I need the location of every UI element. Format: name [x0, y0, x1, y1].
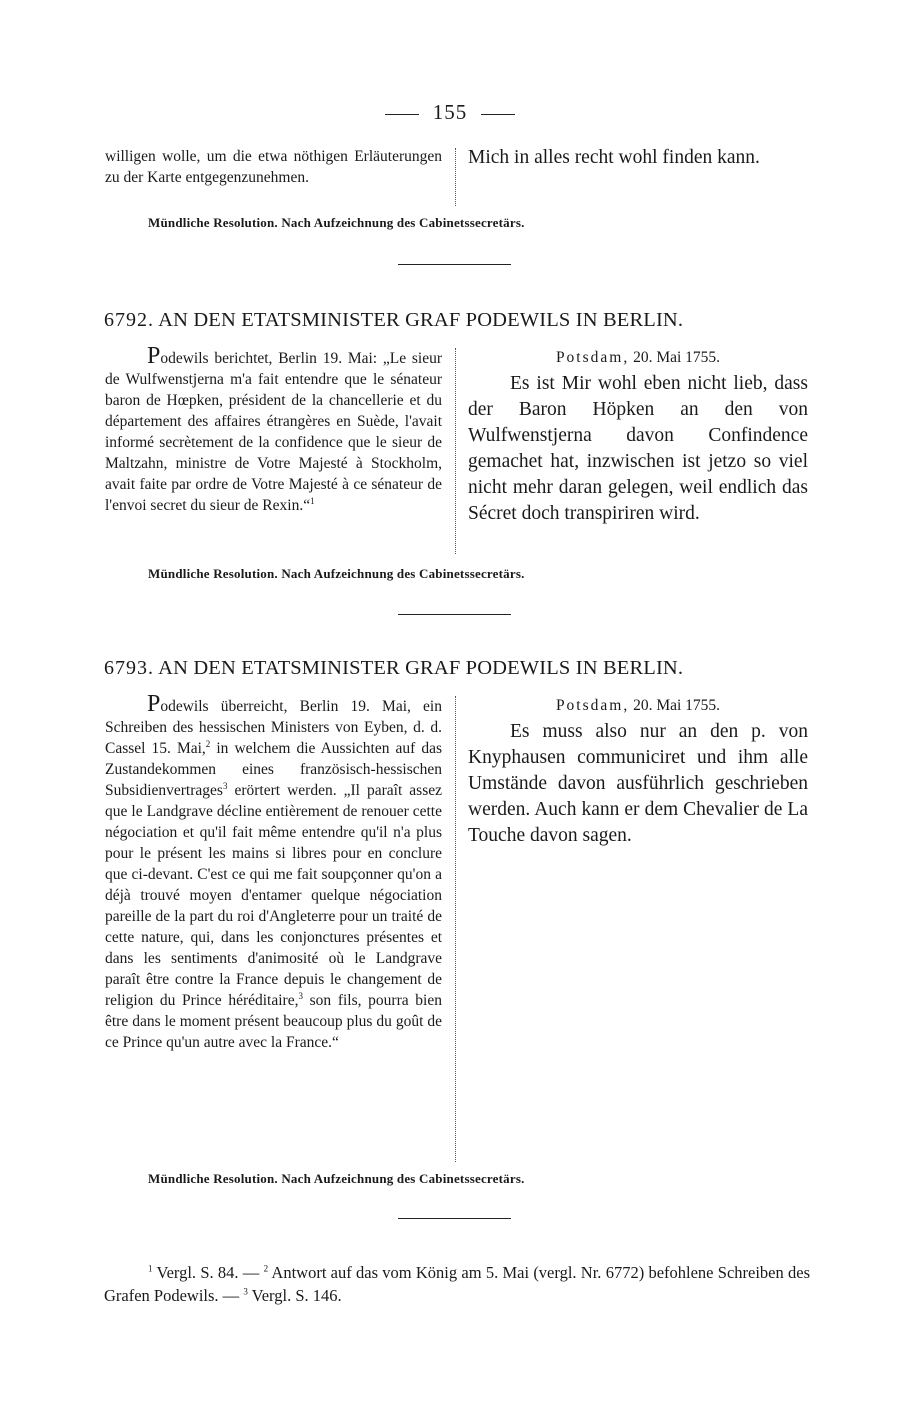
report-quote: erörtert werden. „Il paraît assez que le Landgrave décline entièrement de renouer cette négociation et qu'il fait même entendre qu'il n'a plus pour le présent les mains si libres pour en conclure que ci-devant. C'est ce qui me fait soupçonner qu'on a déjà trouvé moyen d'entamer quelque négociation pareille de la part du roi d'Angleterre pour un traité de cette nature, qui, dans les conjonctures présentes et dans les sentiments d'animosité où le Landgrave paraît être contre la France depuis le changement de religion du Prince héréditaire, — [105, 782, 443, 1009]
entry-heading-6793 — [104, 657, 810, 680]
footnote-1-marker: 1 — [148, 1263, 153, 1274]
top-right-paragraph: Mich in alles recht wohl finden kann. — [468, 147, 760, 168]
footnote-ref: 1 — [310, 495, 315, 506]
report-lead: odewils überreicht, Berlin 19. Mai, ein Schreiben des hessischen Ministers von Eyben, d. d. Cassel 15. Mai, — [105, 698, 442, 757]
entry-number: 6792. — [104, 309, 154, 331]
column-divider-6793 — [455, 696, 456, 1162]
resolution-note-6792: Mündliche Resolution. Nach Aufzeichnung des Cabinetssecretärs. — [148, 566, 525, 581]
section-rule-2 — [398, 614, 511, 615]
page-number-dash-left — [385, 114, 419, 115]
date-place: Potsdam, — [555, 349, 630, 366]
footnote-ref: 2 — [205, 738, 211, 749]
footnote-2-marker: 2 — [263, 1263, 269, 1274]
footnote-1-text: Vergl. S. 84. — — [156, 1263, 260, 1282]
entry-title: AN DEN ETATSMINISTER GRAF PODEWILS IN BERLIN. — [158, 657, 684, 679]
section-rule-3 — [398, 1218, 511, 1219]
report-quote: „Le sieur de Wulfwenstjerna m'a fait entendre que le sénateur baron de Hœpken, président de la chancellerie et du département des affaires étrangères en Suède, l'avait informé secrètement de la confidence que le sieur de Maltzahn, ministre de Votre Majesté à Stockholm, avait faite par ordre de Votre Majesté à ce sénateur de l'envoi secret du sieur de Rexin.“ — [105, 350, 442, 514]
top-right-text — [468, 145, 808, 171]
footnotes — [104, 1261, 810, 1307]
entry-6792-response — [468, 345, 808, 527]
date: 20. Mai 1755. — [633, 697, 721, 714]
section-rule-1 — [398, 264, 511, 265]
entry-6792-report — [105, 343, 442, 516]
page-number-dash-right — [481, 114, 515, 115]
entry-6793-report — [105, 691, 443, 1053]
footnote-3-marker: 3 — [243, 1286, 248, 1297]
footnote-ref: 3 — [298, 990, 303, 1001]
report-quote-end: son fils, pourra bien être dans le moment présent beaucoup plus du goût de ce Prince qu'un autre avec la France.“ — [105, 992, 442, 1051]
response-paragraph: Es ist Mir wohl eben nicht lieb, dass der Baron Höpken an den von Wulfwenstjerna davon Confindence gemachet hat, inzwischen ist jetzo so viel nicht mehr daran gelegen, weil endlich das Sécret doch transpiriren wird. — [468, 373, 808, 524]
dateline — [468, 345, 808, 371]
entry-6793-report-paragraph — [105, 691, 443, 1053]
entry-heading-6792 — [104, 309, 810, 332]
top-left-text — [105, 146, 442, 188]
column-divider-6792 — [455, 348, 456, 554]
initial-letter: P — [147, 691, 161, 717]
report-mid: in welchem die Aussichten auf das Zustandekommen eines französisch-hessischen Subsidienvertrages — [105, 740, 443, 799]
column-divider-top — [455, 148, 456, 206]
footnote-3-text: Vergl. S. 146. — [251, 1286, 342, 1305]
response-paragraph: Es muss also nur an den p. von Knyphausen communiciret und ihm alle Umstände davon ausführlich geschrieben werden. Auch kann er dem Chevalier de La Touche davon sagen. — [468, 721, 808, 846]
page-number-text: 155 — [432, 100, 468, 124]
date: 20. Mai 1755. — [633, 349, 721, 366]
entry-title: AN DEN ETATSMINISTER GRAF PODEWILS IN BERLIN. — [158, 309, 684, 331]
entry-number: 6793. — [104, 657, 154, 679]
footnote-ref: 3 — [222, 780, 228, 791]
entry-6793-response — [468, 693, 808, 849]
footnote-2-text: Antwort auf das vom König am 5. Mai (vergl. Nr. 6772) befohlene Schreiben des Grafen Podewils. — — [104, 1263, 811, 1305]
dateline — [468, 693, 808, 719]
entry-6792-report-paragraph — [105, 343, 442, 516]
top-left-paragraph: willigen wolle, um die etwa nöthigen Erläuterungen zu der Karte entgegenzunehmen. — [105, 148, 442, 186]
date-place: Potsdam, — [555, 697, 630, 714]
resolution-note-6793: Mündliche Resolution. Nach Aufzeichnung des Cabinetssecretärs. — [148, 1171, 525, 1186]
resolution-note-top: Mündliche Resolution. Nach Aufzeichnung des Cabinetssecretärs. — [148, 215, 525, 230]
report-lead: odewils berichtet, Berlin 19. Mai: — [160, 350, 378, 367]
initial-letter: P — [147, 343, 161, 369]
page-number — [0, 100, 900, 125]
